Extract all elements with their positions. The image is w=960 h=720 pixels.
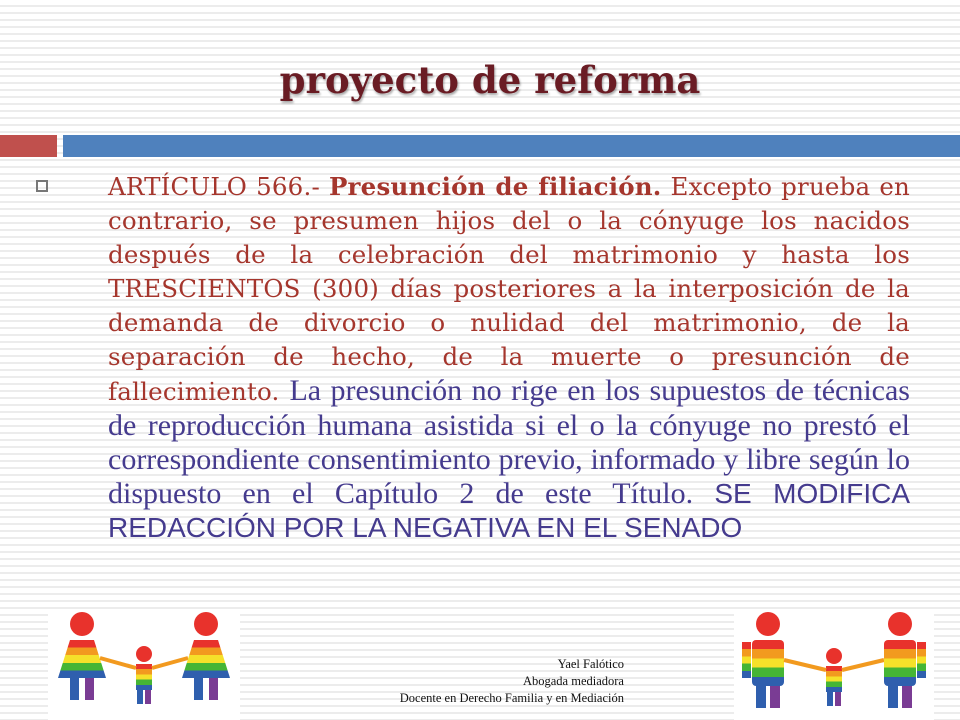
page-title: proyecto de reforma [279, 58, 701, 102]
article-body-red: Excepto prueba en contrario, se presumen hijos del o la cónyuge los nacidos después de la celebración del matrimonio y hasta los TRESCIENTOS (300) días posteriores a la interposición de la demanda de divorcio o nulidad del matrimonio, de la separación de hecho, de la muerte o presunción de fallecimiento. [108, 172, 911, 406]
accent-bar-red [0, 135, 57, 157]
bullet-square-icon [36, 180, 48, 192]
article-subheading: Presunción de filiación. [328, 172, 662, 201]
author-credits [400, 656, 624, 707]
article-body-blue: La presunción no rige en los supuestos de técnicas de reproducción humana asistida si el o la cónyuge no prestó el correspondiente consentimiento previo, informado y libre según lo dispuesto en el Capítulo 2 de este Título. [108, 374, 910, 510]
author-position: Docente en Derecho Familia y en Mediación [399, 691, 624, 705]
family-two-women-icon [48, 610, 240, 720]
reform-note: SE MODIFICA REDACCIÓN POR LA NEGATIVA EN EL SENADO [108, 478, 911, 543]
author-role: Abogada mediadora [522, 674, 624, 688]
article-text [108, 170, 910, 545]
accent-bar-blue [63, 135, 960, 157]
article-heading: ARTÍCULO 566.- [108, 172, 329, 201]
author-name: Yael Falótico [557, 657, 624, 671]
family-two-men-icon [734, 610, 934, 720]
